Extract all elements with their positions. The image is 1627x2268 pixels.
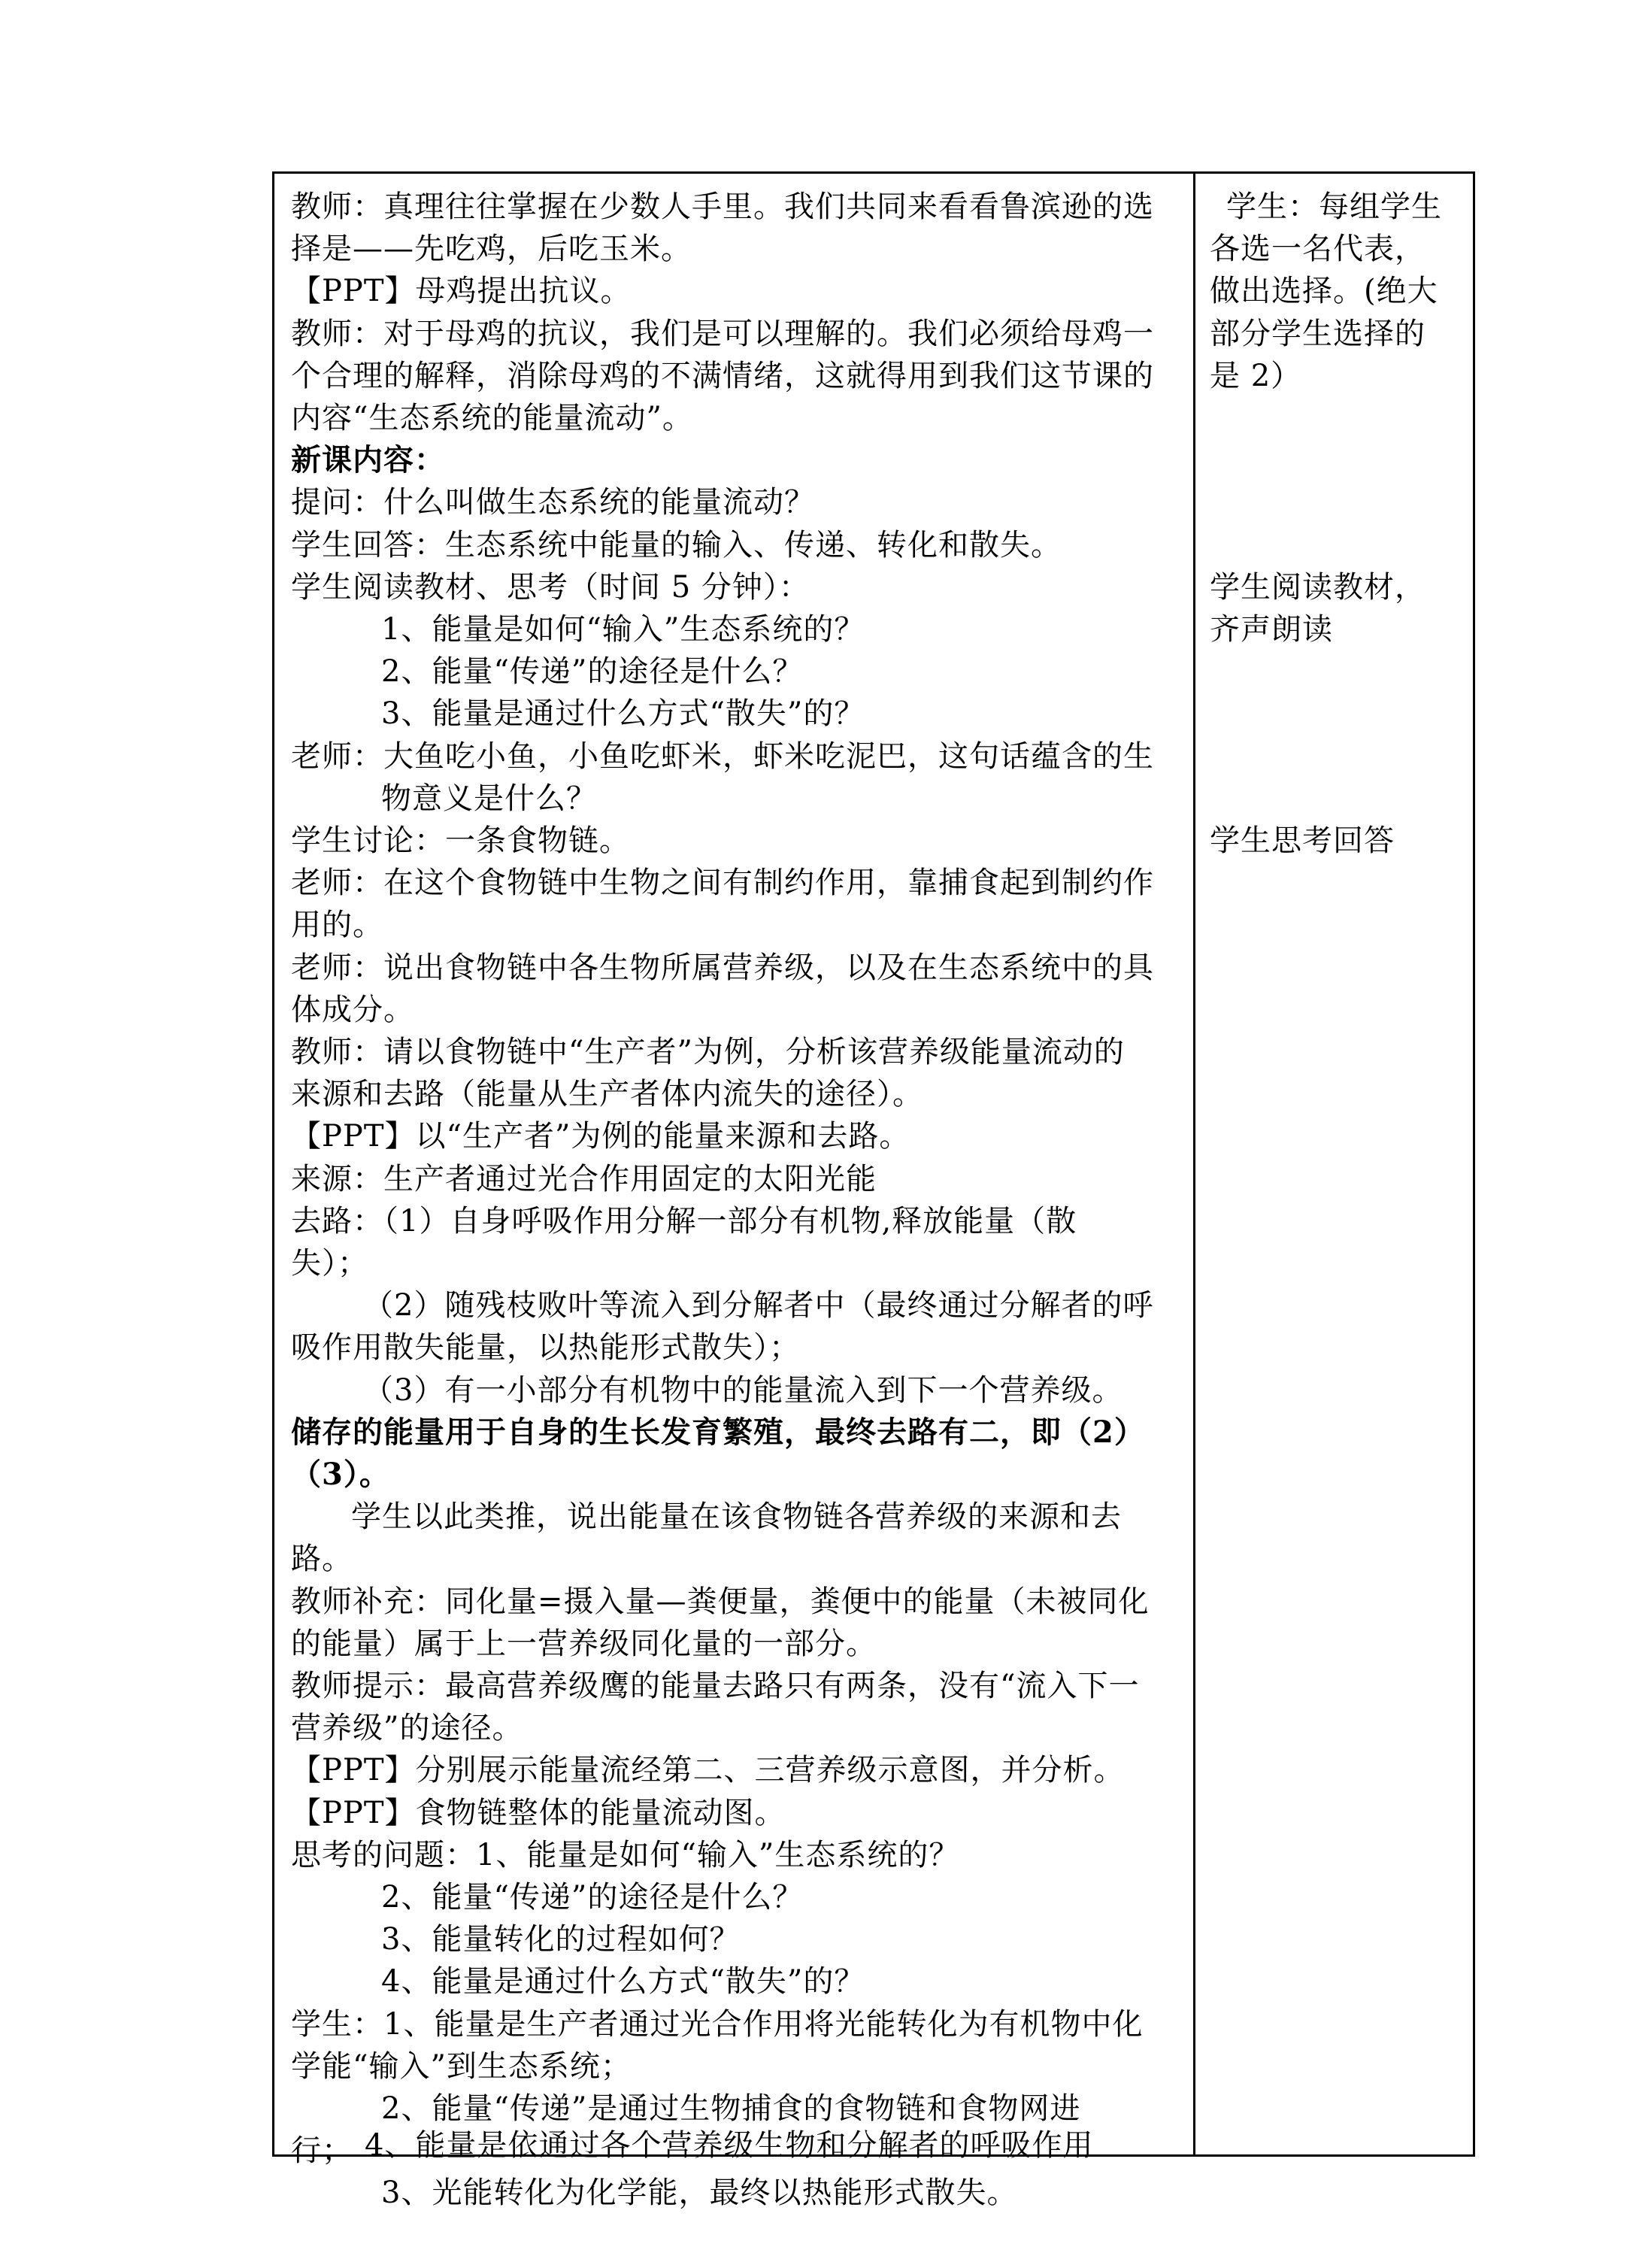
main-text-line: （3）。	[291, 1457, 390, 1492]
side-text-line: 学生：每组学生	[1226, 190, 1442, 224]
main-text-line: 老师：说出食物链中各生物所属营养级，以及在生态系统中的具	[291, 950, 1154, 985]
main-text-line: 思考的问题：1、能量是如何“输入”生态系统的？	[291, 1837, 960, 1872]
main-text-line: 择是——先吃鸡，后吃玉米。	[291, 232, 692, 267]
cutoff-text: 4、能量是依通过各个营养级生物和分解者的呼吸作用	[365, 2128, 1094, 2163]
main-text-line: 【PPT】以“生产者”为例的能量来源和去路。	[291, 1119, 910, 1154]
main-text-line: 内容“生态系统的能量流动”。	[291, 401, 693, 435]
main-text-line: 【PPT】食物链整体的能量流动图。	[291, 1795, 786, 1830]
main-text-line: 用的。	[291, 908, 383, 943]
main-text-line: 3、能量是通过什么方式“散失”的？	[381, 696, 865, 732]
side-text-line: 各选一名代表，	[1210, 232, 1426, 267]
main-text-line: 行；	[291, 2133, 353, 2169]
column-divider	[1193, 174, 1195, 2154]
lesson-table	[272, 171, 1475, 2211]
cutoff-line	[274, 2128, 1473, 2163]
main-text-line: 2、能量“传递”的途径是什么？	[381, 1880, 804, 1915]
main-text-line: （3）有一小部分有机物中的能量流入到下一个营养级。	[363, 1372, 1123, 1408]
main-text-line: 学生阅读教材、思考（时间 5 分钟）：	[291, 569, 810, 605]
main-text-line: 物意义是什么？	[381, 781, 597, 816]
side-text-line: 齐声朗读	[1210, 612, 1333, 647]
main-text-line: 去路：（1）自身呼吸作用分解一部分有机物,释放能量（散	[291, 1203, 1077, 1239]
main-text-line: 2、能量“传递”是通过生物捕食的食物链和食物网进	[381, 2091, 1081, 2126]
main-text-line: 【PPT】分别展示能量流经第二、三营养级示意图，并分析。	[291, 1753, 1125, 1788]
main-text-line: 4、能量是通过什么方式“散失”的？	[381, 1964, 865, 2000]
main-text-line: 路。	[291, 1542, 353, 1577]
main-text-line: 新课内容：	[291, 442, 445, 478]
main-text-line: 1、能量是如何“输入”生态系统的？	[381, 612, 865, 647]
main-text-line: 学生讨论：一条食物链。	[291, 823, 630, 858]
main-text-line: 的能量）属于上一营养级同化量的一部分。	[291, 1626, 877, 1661]
main-text-line: 学能“输入”到生态系统；	[291, 2048, 632, 2084]
main-text-line: 学生以此类推，说出能量在该食物链各营养级的来源和去	[351, 1499, 1122, 1535]
main-text-line: 3、能量转化的过程如何？	[381, 1922, 741, 1957]
main-text-line: 学生回答：生态系统中能量的输入、传递、转化和散失。	[291, 527, 1062, 562]
side-text-line: 做出选择。(绝大	[1210, 274, 1438, 309]
main-text-line: 储存的能量用于自身的生长发育繁殖，最终去路有二，即（2）	[291, 1414, 1145, 1450]
main-text-line: 教师补充：同化量=摄入量—粪便量，粪便中的能量（未被同化	[291, 1584, 1150, 1619]
main-text-line: 来源：生产者通过光合作用固定的太阳光能	[291, 1161, 877, 1196]
main-text-line: 【PPT】母鸡提出抗议。	[291, 274, 632, 309]
main-text-line: 个合理的解释，消除母鸡的不满情绪，这就得用到我们这节课的	[291, 358, 1154, 393]
main-text-line: 提问：什么叫做生态系统的能量流动？	[291, 485, 815, 520]
main-text-line: 教师提示：最高营养级鹰的能量去路只有两条，没有“流入下一	[291, 1669, 1140, 1703]
main-text-line: 学生：1、能量是生产者通过光合作用将光能转化为有机物中化	[291, 2006, 1144, 2042]
side-text-line: 部分学生选择的	[1210, 316, 1426, 351]
main-text-line: 教师：对于母鸡的抗议，我们是可以理解的。我们必须给母鸡一	[291, 316, 1154, 351]
main-text-line: 老师：大鱼吃小鱼，小鱼吃虾米，虾米吃泥巴，这句话蕴含的生	[291, 738, 1154, 774]
main-text-line: 体成分。	[291, 992, 414, 1027]
teacher-activity-column	[291, 174, 1186, 2211]
main-text-line: 教师：请以食物链中“生产者”为例，分析该营养级能量流动的	[291, 1035, 1125, 1069]
main-text-line: 老师：在这个食物链中生物之间有制约作用，靠捕食起到制约作	[291, 866, 1154, 901]
main-text-line: 3、光能转化为化学能，最终以热能形式散失。	[381, 2176, 1018, 2211]
main-text-line: 营养级”的途径。	[291, 1711, 523, 1746]
main-text-line: 来源和去路（能量从生产者体内流失的途径）。	[291, 1077, 923, 1112]
main-text-line: 吸作用散失能量，以热能形式散失）；	[291, 1330, 800, 1366]
student-activity-column	[1210, 174, 1465, 2154]
side-text-line: 学生思考回答	[1210, 823, 1395, 858]
main-text-line: 教师：真理往往掌握在少数人手里。我们共同来看看鲁滨逊的选	[291, 190, 1154, 224]
side-text-line: 学生阅读教材，	[1210, 569, 1426, 605]
main-text-line: 失）；	[291, 1246, 368, 1281]
main-text-line: （2）随残枝败叶等流入到分解者中（最终通过分解者的呼	[363, 1288, 1154, 1324]
main-text-line: 2、能量“传递”的途径是什么？	[381, 654, 804, 690]
side-text-line: 是 2）	[1210, 358, 1302, 393]
